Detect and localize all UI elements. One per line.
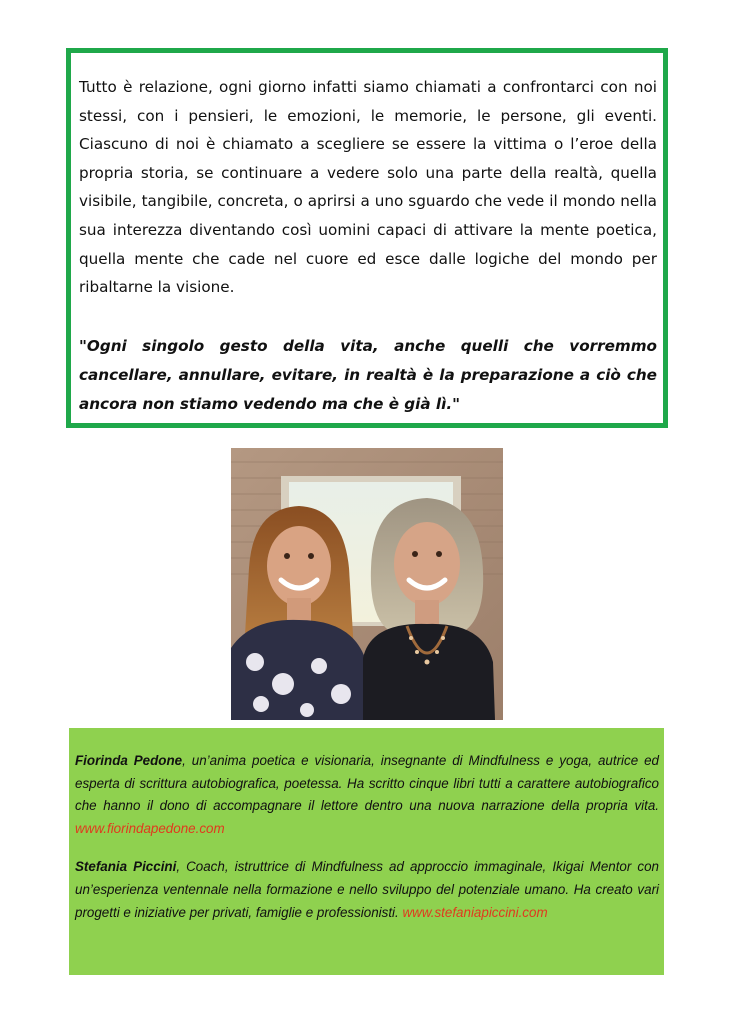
quote-box — [66, 48, 668, 428]
bio-fiorinda — [75, 750, 659, 840]
bio-text: , Coach, istruttrice di Mindfulness ad approccio immaginale, Ikigai Mentor con un’esperienza ventennale nella formazione e nello sviluppo del potenziale umano. Ha creato vari progetti e iniziative per privati, famiglie e professionisti. — [75, 859, 659, 920]
quote-content — [79, 73, 657, 419]
bio-box — [69, 728, 664, 975]
highlighted-quote: "Ogni singolo gesto della vita, anche quelli che vorremmo cancellare, annullare, evitare, in realtà è la preparazione a ciò che ancora non stiamo vedendo ma che è già lì." — [79, 336, 657, 413]
bio-name: Stefania Piccini — [75, 859, 177, 875]
portrait-photo — [231, 448, 503, 720]
bio-name: Fiorinda Pedone — [75, 753, 183, 768]
website-link[interactable]: www.stefaniapiccini.com — [402, 904, 548, 920]
bio-content — [75, 750, 659, 924]
bio-text: , un’anima poetica e visionaria, insegnante di Mindfulness e yoga, autrice ed esperta di scrittura autobiografica, poetessa. Ha scritto cinque libri tutti a carattere autobiografico che hanno il dono di accompagnare il lettore dentro una nuova narrazione della propria vita. — [75, 753, 659, 814]
bio-stefania — [75, 856, 659, 924]
intro-paragraph: Tutto è relazione, ogni giorno infatti siamo chiamati a confrontarci con noi stessi, con i pensieri, le emozioni, le memorie, le persone, gli eventi. Ciascuno di noi è chiamato a scegliere se essere la vittima o l’eroe della propria storia, se continuare a vedere solo una parte della realtà, quella visibile, tangibile, concreta, o aprirsi a uno sguardo che vede il mondo nella sua interezza diventando così uomini capaci di attivare la mente poetica, quella mente che cade nel cuore ed esce dalle logiche del mondo per ribaltarne la visione. — [79, 78, 657, 297]
website-link[interactable]: www.fiorindapedone.com — [75, 820, 225, 836]
